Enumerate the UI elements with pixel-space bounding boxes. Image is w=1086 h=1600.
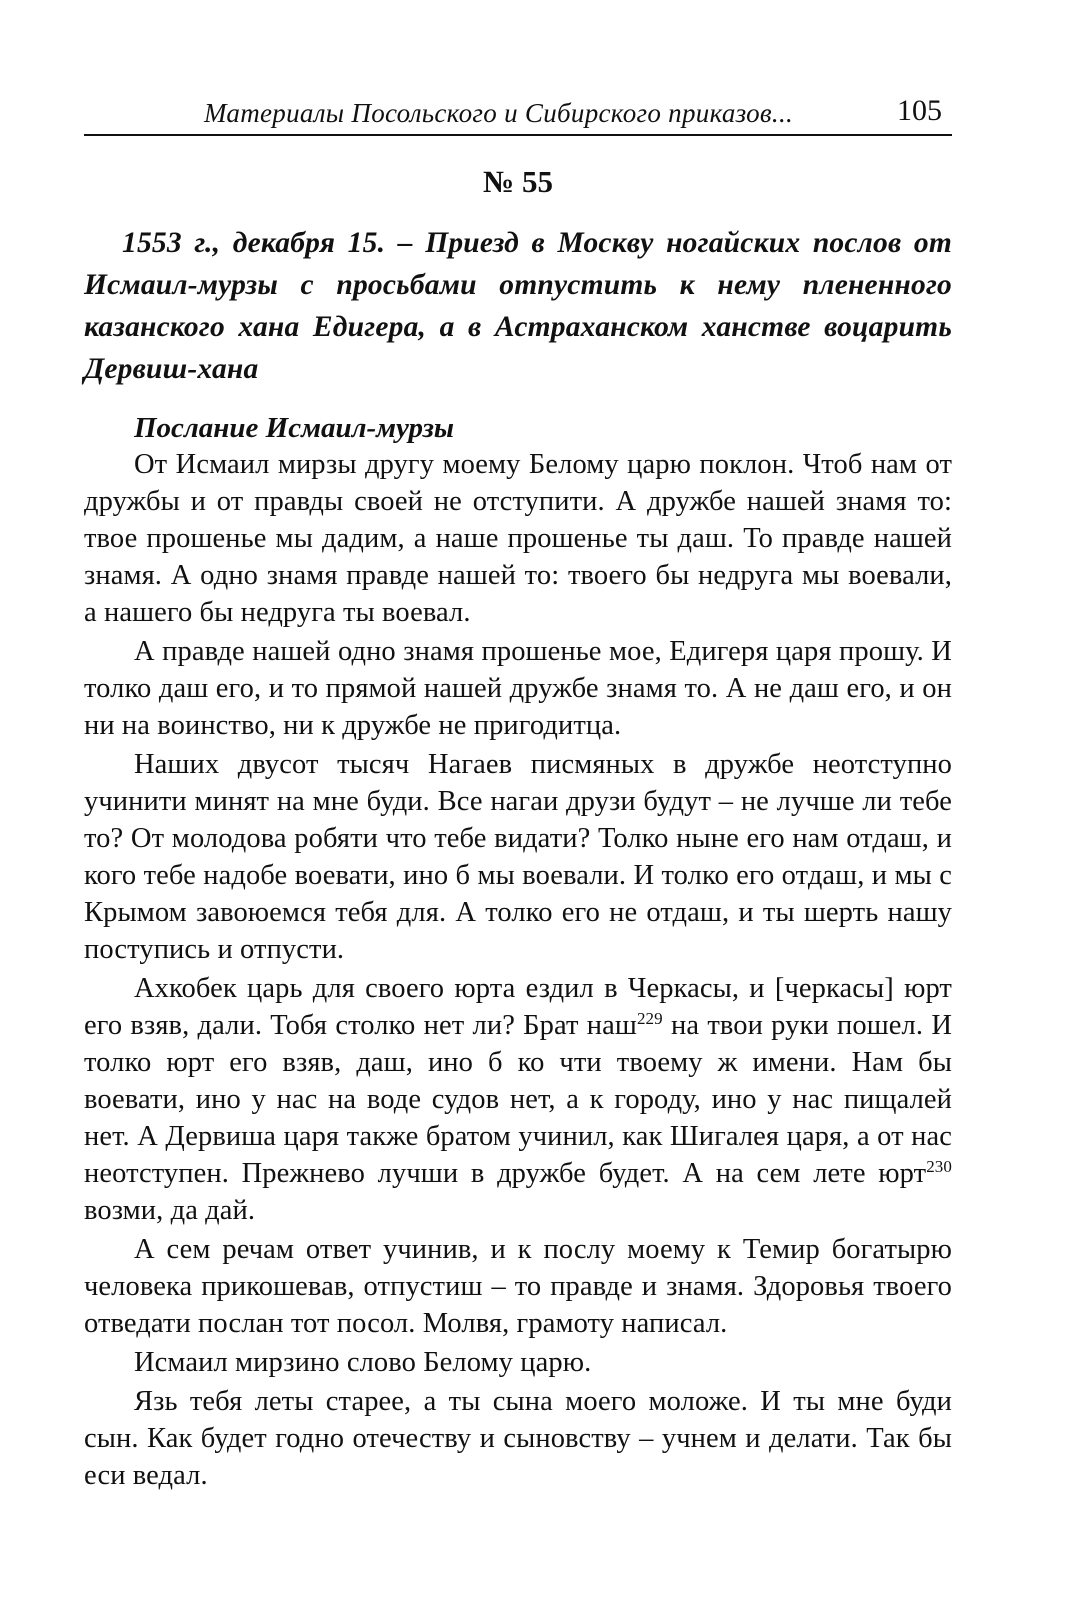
paragraph-3: Наших двусот тысяч Нагаев писмяных в дружбе неотступно учинити минят на мне буди. Все нагаи друзи будут – не лучше ли тебе то? От молодова робяти что тебе видати? Толко ныне его нам отдаш, и кого тебе надобе воевати, ино б мы воевали. И толко его отдаш, и мы с Крымом завоюемся тебя для. А толко его не отдаш, и ты шерть нашу поступись и отпусти.: [84, 749, 952, 965]
footnote-ref-229: 229: [636, 1009, 663, 1028]
section-heading: Послание Исмаил-мурзы: [134, 412, 455, 444]
book-page: [84, 96, 952, 1496]
paragraph-4-part-2: на твои руки пошел. И толко юрт его взяв, даш, ино б ко чти твоему ж имени. Нам бы воевати, ино у нас на воде судов нет, а к городу, ино у нас пищалей нет. А Дервиша царя также братом учинил, как Шигалея царя, а от нас неотступен. Прежнево лучши в дружбе будет. А на сем лете юрт: [84, 1010, 952, 1189]
paragraph-5: А сем речам ответ учинив, и к послу моему к Темир богатырю человека прикошевав, отпустиш – то правде и знамя. Здоровья твоего отведати послан тот посол. Молвя, грамоту написал.: [84, 1234, 952, 1339]
page-number: 105: [897, 94, 942, 127]
paragraph-2: А правде нашей одно знамя прошенье мое, Едигеря царя прошу. И толко даш его, и то прямой нашей дружбе знамя то. А не даш его, и он ни на воинство, ни к дружбе не пригодитца.: [84, 636, 952, 741]
paragraph-4-part-1: Ахкобек царь для своего юрта ездил в Черкасы, и [черкасы] юрт его взяв, дали. Тобя столко нет ли? Брат наш: [84, 973, 952, 1041]
paragraph-4-part-3: возми, да дай.: [84, 1195, 256, 1226]
paragraph-1: От Исмаил мирзы другу моему Белому царю поклон. Чтоб нам от дружбы и от правды своей не отступити. А дружбе нашей знамя то: твое прошенье мы дадим, а наше прошенье ты даш. То правде нашей знамя. А одно знамя правде нашей то: твоего бы недруга мы воевали, а нашего бы недруга ты воевал.: [84, 449, 952, 628]
paragraph-4: [84, 970, 952, 1229]
document-title: 1553 г., декабря 15. – Приезд в Москву ногайских послов от Исмаил-мурзы с просьбами отпустить к нему плененного казанского хана Едигера, а в Астраханском ханстве воцарить Дервиш-хана: [84, 227, 952, 385]
footnote-ref-230: 230: [926, 1157, 952, 1176]
document-number: № 55: [483, 164, 553, 199]
paragraph-7: Язь тебя леты старее, а ты сына моего моложе. И ты мне буди сын. Как будет годно отечеству и сыновству – учнем и делати. Так бы еси ведал.: [84, 1386, 952, 1491]
running-title: Материалы Посольского и Сибирского приказов...: [204, 98, 794, 128]
running-head: [84, 96, 952, 136]
paragraph-6: Исмаил мирзино слово Белому царю.: [134, 1347, 592, 1378]
letter-body: [84, 446, 952, 1494]
